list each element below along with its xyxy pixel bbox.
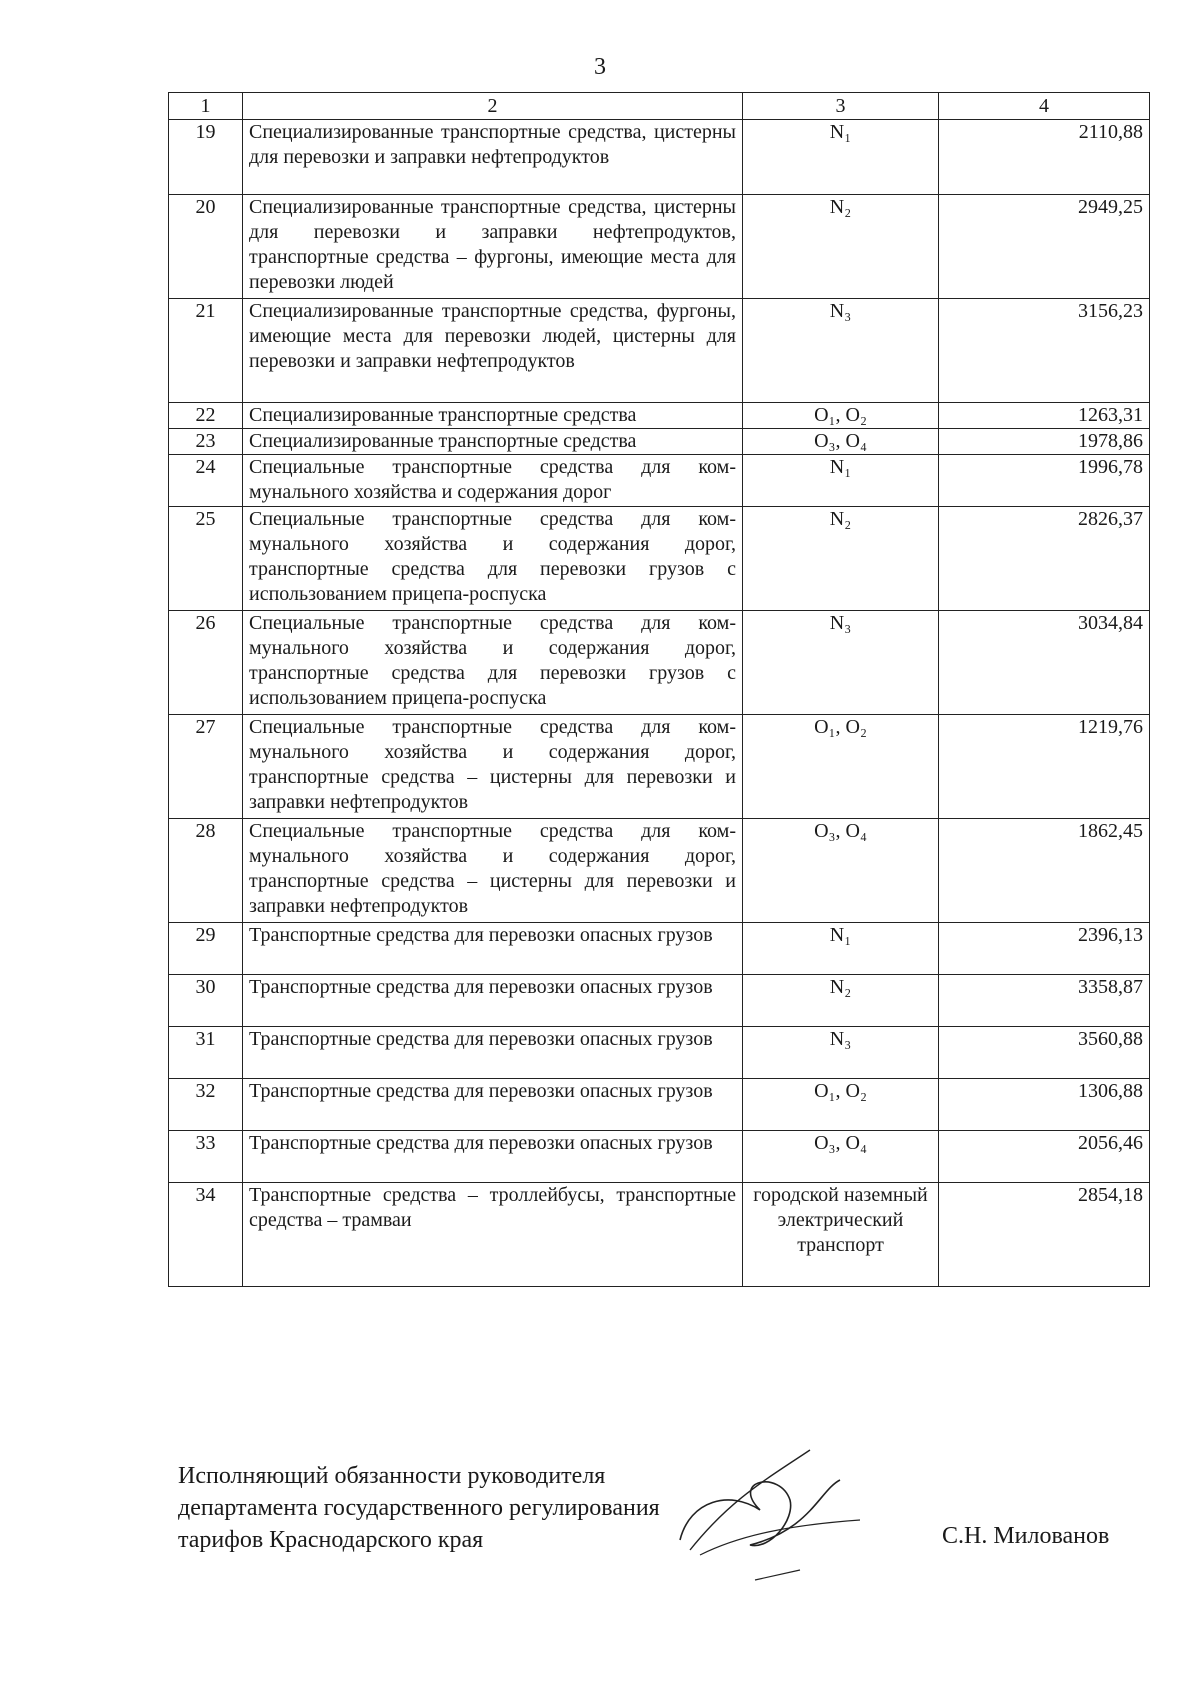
table-row [169, 1079, 1150, 1131]
row-number: 34 [169, 1183, 243, 1287]
page-number: 3 [594, 54, 606, 80]
row-description: Транспортные средства для перевозки опасных грузов [243, 1079, 743, 1131]
table-row [169, 455, 1150, 507]
tariff-value: 1978,86 [939, 429, 1150, 455]
tariff-value: 2949,25 [939, 195, 1150, 299]
table-row [169, 1183, 1150, 1287]
row-description: Специализированные транспортные средства, цистерны для перевозки и заправки нефтепродуктов [243, 120, 743, 195]
row-number: 19 [169, 120, 243, 195]
tariff-value: 2110,88 [939, 120, 1150, 195]
vehicle-category: N₃ [743, 611, 939, 715]
row-number: 29 [169, 923, 243, 975]
vehicle-category: O₁, O₂ [743, 715, 939, 819]
table-header-row [169, 93, 1150, 120]
column-header: 1 [169, 93, 243, 120]
vehicle-category: O₁, O₂ [743, 1079, 939, 1131]
table-row [169, 819, 1150, 923]
row-description: Специализированные транспортные средства, фургоны, имеющие места для перевозки людей, цистерны для перевозки и заправки нефтепродуктов [243, 299, 743, 403]
tariff-value: 2056,46 [939, 1131, 1150, 1183]
vehicle-category: N₂ [743, 975, 939, 1027]
row-number: 30 [169, 975, 243, 1027]
tariff-value: 1996,78 [939, 455, 1150, 507]
signer-title-line-1: Исполняющий обязанности руководителя [178, 1463, 606, 1489]
tariff-value: 3560,88 [939, 1027, 1150, 1079]
table-row [169, 1027, 1150, 1079]
vehicle-category: O₁, O₂ [743, 403, 939, 429]
row-description: Специальные транспортные средства для коммунального хозяйства и содержания дорог, транспортные средства – цистерны для перевозки и заправки нефтепродуктов [243, 819, 743, 923]
vehicle-category: O₃, O₄ [743, 429, 939, 455]
table-row [169, 715, 1150, 819]
vehicle-category: N₂ [743, 507, 939, 611]
signature-block [178, 1460, 660, 1556]
row-number: 24 [169, 455, 243, 507]
row-description: Специальные транспортные средства для коммунального хозяйства и содержания дорог, транспортные средства – цистерны для перевозки и заправки нефтепродуктов [243, 715, 743, 819]
row-description: Специализированные транспортные средства [243, 429, 743, 455]
tariff-table [168, 92, 1150, 1287]
vehicle-category: N₁ [743, 455, 939, 507]
row-number: 32 [169, 1079, 243, 1131]
vehicle-category: N₂ [743, 195, 939, 299]
row-description: Транспортные средства для перевозки опасных грузов [243, 1027, 743, 1079]
table-row [169, 195, 1150, 299]
table-row [169, 403, 1150, 429]
table-row [169, 507, 1150, 611]
row-number: 21 [169, 299, 243, 403]
vehicle-category: O₃, O₄ [743, 819, 939, 923]
signer-title-line-2: департамента государственного регулирования [178, 1495, 660, 1521]
tariff-value: 3358,87 [939, 975, 1150, 1027]
vehicle-category: N₁ [743, 120, 939, 195]
vehicle-category: O₃, O₄ [743, 1131, 939, 1183]
tariff-value: 3156,23 [939, 299, 1150, 403]
tariff-value: 1219,76 [939, 715, 1150, 819]
table-row [169, 1131, 1150, 1183]
tariff-value: 2854,18 [939, 1183, 1150, 1287]
row-description: Специальные транспортные средства для коммунального хозяйства и содержания дорог [243, 455, 743, 507]
row-number: 33 [169, 1131, 243, 1183]
row-description: Транспортные средства для перевозки опасных грузов [243, 1131, 743, 1183]
row-description: Специализированные транспортные средства [243, 403, 743, 429]
row-description: Специальные транспортные средства для коммунального хозяйства и содержания дорог, транспортные средства для перевозки грузов с использованием прицепа-роспуска [243, 507, 743, 611]
vehicle-category: городской наземный электрический транспорт [743, 1183, 939, 1287]
column-header: 2 [243, 93, 743, 120]
row-number: 23 [169, 429, 243, 455]
row-description: Транспортные средства – троллейбусы, транспортные средства – трамваи [243, 1183, 743, 1287]
tariff-value: 1862,45 [939, 819, 1150, 923]
row-description: Специализированные транспортные средства, цистерны для перевозки и заправки нефтепродуктов, транспортные средства – фургоны, имеющие места для перевозки людей [243, 195, 743, 299]
column-header: 3 [743, 93, 939, 120]
tariff-value: 2826,37 [939, 507, 1150, 611]
signer-name: С.Н. Милованов [942, 1523, 1110, 1549]
tariff-value: 1263,31 [939, 403, 1150, 429]
table-row [169, 299, 1150, 403]
table-row [169, 975, 1150, 1027]
signer-title-line-3: тарифов Краснодарского края [178, 1527, 484, 1553]
vehicle-category: N₃ [743, 1027, 939, 1079]
row-number: 20 [169, 195, 243, 299]
row-number: 22 [169, 403, 243, 429]
tariff-value: 3034,84 [939, 611, 1150, 715]
table-row [169, 429, 1150, 455]
table-row [169, 611, 1150, 715]
table-body [169, 120, 1150, 1287]
table-row [169, 120, 1150, 195]
row-description: Специальные транспортные средства для коммунального хозяйства и содержания дорог, транспортные средства для перевозки грузов с использованием прицепа-роспуска [243, 611, 743, 715]
vehicle-category: N₃ [743, 299, 939, 403]
row-number: 27 [169, 715, 243, 819]
row-number: 25 [169, 507, 243, 611]
tariff-value: 2396,13 [939, 923, 1150, 975]
row-number: 26 [169, 611, 243, 715]
vehicle-category: N₁ [743, 923, 939, 975]
column-header: 4 [939, 93, 1150, 120]
row-number: 28 [169, 819, 243, 923]
handwritten-signature [670, 1440, 870, 1590]
table-row [169, 923, 1150, 975]
row-number: 31 [169, 1027, 243, 1079]
tariff-value: 1306,88 [939, 1079, 1150, 1131]
row-description: Транспортные средства для перевозки опасных грузов [243, 923, 743, 975]
row-description: Транспортные средства для перевозки опасных грузов [243, 975, 743, 1027]
